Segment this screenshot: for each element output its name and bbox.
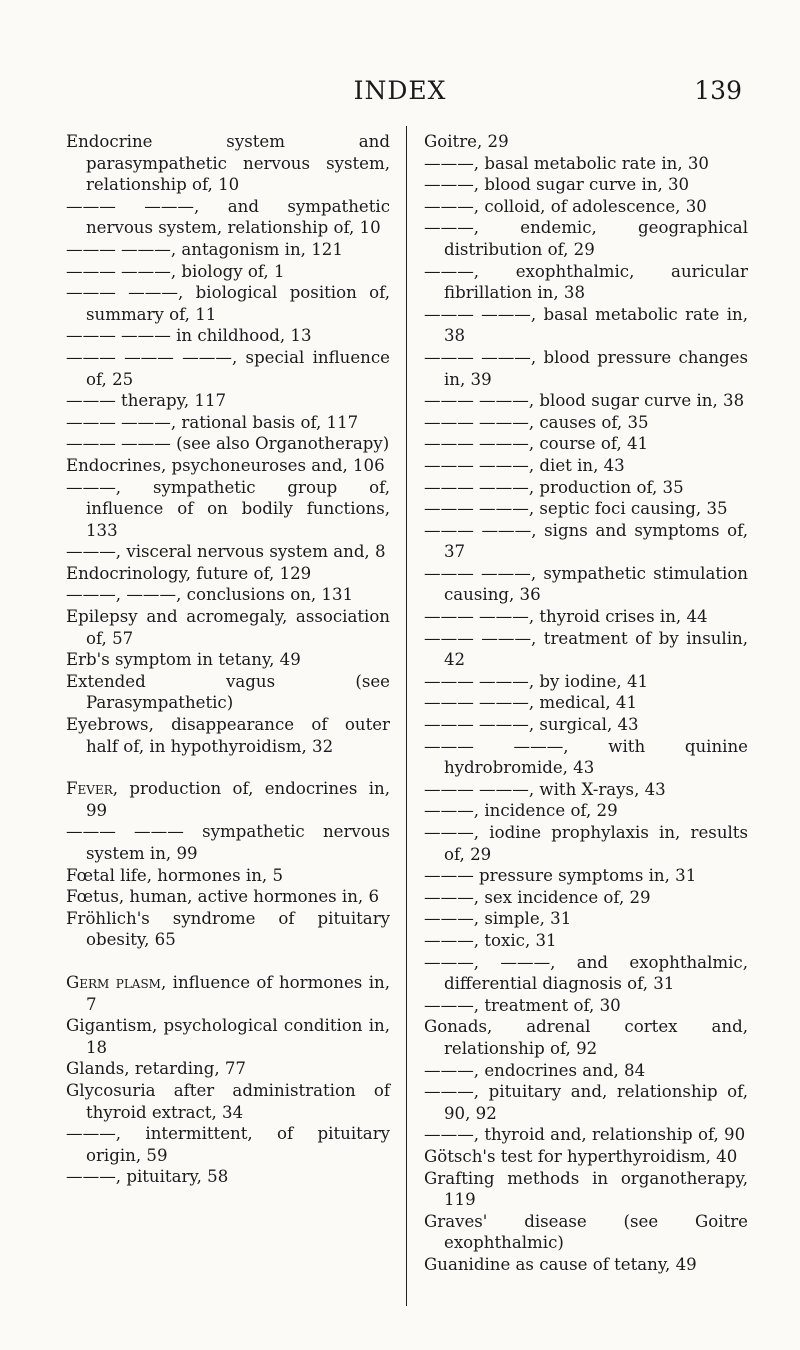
entry-text: Fröhlich's syndrome of pituitary obesity, 65 (66, 908, 390, 950)
index-entry (424, 952, 748, 995)
entry-text: ———, pituitary and, relationship of, 90, 92 (424, 1082, 748, 1123)
entry-text: Gigantism, psychological condition in, 18 (66, 1016, 390, 1057)
index-entry (66, 1123, 390, 1166)
entry-text: ——— ———, diet in, 43 (424, 455, 625, 475)
index-entry (424, 865, 748, 887)
entry-text: ——— ———, thyroid crises in, 44 (424, 607, 708, 627)
entry-text: ——— ———, signs and symptoms of, 37 (424, 520, 748, 562)
index-entry (424, 887, 748, 909)
index-entry (66, 1015, 390, 1058)
entry-text: ———, treatment of, 30 (424, 995, 621, 1015)
index-entry (66, 455, 390, 477)
index-entry (66, 131, 390, 196)
entry-text: ——— ———, septic foci causing, 35 (424, 499, 728, 519)
entry-text: Fœtal life, hormones in, 5 (66, 865, 284, 885)
index-entry (424, 1060, 748, 1082)
entry-text: ——— ———, rational basis of, 117 (66, 412, 359, 432)
entry-text: ——— ——— in childhood, 13 (66, 326, 312, 346)
index-entry (424, 498, 748, 520)
page-header (0, 76, 800, 110)
entry-text: ——— ———, causes of, 35 (424, 412, 649, 432)
entry-text: ———, intermittent, of pituitary origin, 59 (66, 1124, 390, 1165)
entry-text: ———, ———, and exophthalmic, differential diagnosis of, 31 (424, 952, 748, 994)
entry-text: ——— ———, basal metabolic rate in, 38 (424, 304, 748, 346)
entry-text: ——— ——— ———, special influence of, 25 (66, 347, 390, 389)
index-entry (424, 800, 748, 822)
entry-text: ———, blood sugar curve in, 30 (424, 175, 690, 195)
index-column-left (66, 131, 390, 1188)
index-entry (424, 1146, 748, 1168)
entry-text: ———, exophthalmic, auricular fibrillation in, 38 (424, 261, 748, 303)
entry-text: ———, incidence of, 29 (424, 801, 618, 821)
index-entry (66, 972, 390, 1015)
entry-text: Glycosuria after administration of thyroid extract, 34 (66, 1080, 390, 1122)
index-entry (66, 1080, 390, 1123)
index-entry (424, 455, 748, 477)
index-entry (424, 217, 748, 260)
entry-text: ——— ——— sympathetic nervous system in, 99 (66, 822, 390, 863)
entry-text: ——— ———, blood pressure changes in, 39 (424, 347, 748, 389)
entry-text: ——— ———, blood sugar curve in, 38 (424, 391, 745, 411)
index-entry (66, 1166, 390, 1188)
entry-text: ———, thyroid and, relationship of, 90 (424, 1125, 746, 1145)
entry-text: Endocrinology, future of, 129 (66, 563, 312, 583)
index-entry (424, 412, 748, 434)
index-entry (424, 174, 748, 196)
entry-text: Endocrines, psychoneuroses and, 106 (66, 455, 385, 475)
entry-text: ———, sex incidence of, 29 (424, 887, 651, 907)
index-entry (424, 390, 748, 412)
index-entry (424, 671, 748, 693)
index-entry (66, 477, 390, 542)
index-entry (66, 390, 390, 412)
index-entry (424, 131, 748, 153)
entry-text: , influence of hormones in, 7 (86, 972, 390, 1014)
entry-text: ———, colloid, of adolescence, 30 (424, 196, 707, 216)
entry-text: Graves' disease (see Goitre exophthalmic) (424, 1211, 748, 1253)
index-entry (66, 347, 390, 390)
index-entry (66, 821, 390, 864)
entry-text: Glands, retarding, 77 (66, 1059, 246, 1079)
entry-text: ——— ———, biological position of, summary of, 11 (66, 283, 390, 324)
index-entry (424, 261, 748, 304)
entry-text: Eyebrows, disappearance of outer half of, in hypothyroidism, 32 (66, 715, 390, 756)
index-entry (424, 563, 748, 606)
index-entry (66, 865, 390, 887)
entry-text: Guanidine as cause of tetany, 49 (424, 1254, 697, 1274)
index-entry (66, 196, 390, 239)
index-entry (66, 886, 390, 908)
index-entry (424, 433, 748, 455)
index-entry (424, 822, 748, 865)
entry-text: ———, pituitary, 58 (66, 1167, 229, 1187)
index-entry (66, 563, 390, 585)
index-entry (424, 347, 748, 390)
entry-text: ——— ———, biology of, 1 (66, 261, 285, 281)
index-entry (66, 282, 390, 325)
index-entry (424, 779, 748, 801)
index-entry (66, 325, 390, 347)
entry-text: ——— ———, antagonism in, 121 (66, 239, 343, 259)
entry-lead-word: Fever (66, 779, 113, 799)
page-number: 139 (694, 76, 742, 105)
entry-text: ———, iodine prophylaxis in, results of, 29 (424, 823, 748, 864)
index-entry (424, 692, 748, 714)
entry-text: Gonads, adrenal cortex and, relationship of, 92 (424, 1017, 748, 1058)
index-entry (66, 261, 390, 283)
index-entry (66, 239, 390, 261)
index-entry (424, 153, 748, 175)
entry-text: ———, endocrines and, 84 (424, 1060, 646, 1080)
entry-text: ———, simple, 31 (424, 909, 572, 929)
index-entry (66, 671, 390, 714)
entry-text: ——— therapy, 117 (66, 391, 227, 411)
entry-text: ———, sympathetic group of, influence of on bodily functions, 133 (66, 477, 390, 540)
index-entry (424, 628, 748, 671)
entry-text: ——— ———, sympathetic stimulation causing, 36 (424, 563, 748, 605)
entry-text: ——— ———, with X-rays, 43 (424, 779, 666, 799)
index-entry (424, 995, 748, 1017)
entry-text: ——— ———, treatment of by insulin, 42 (424, 628, 748, 670)
index-entry (424, 520, 748, 563)
entry-text: Erb's symptom in tetany, 49 (66, 650, 301, 670)
entry-text: ——— ———, with quinine hydrobromide, 43 (424, 736, 748, 778)
entry-text: Goitre, 29 (424, 132, 509, 151)
entry-text: Endocrine system and parasympathetic nervous system, relationship of, 10 (66, 132, 390, 195)
index-entry (424, 304, 748, 347)
entry-text: ——— ———, course of, 41 (424, 434, 649, 454)
entry-text: Fœtus, human, active hormones in, 6 (66, 887, 380, 907)
entry-text: Götsch's test for hyperthyroidism, 40 (424, 1146, 738, 1166)
entry-text: , production of, endocrines in, 99 (86, 779, 390, 820)
index-entry (424, 477, 748, 499)
index-entry (66, 433, 390, 455)
index-entry (66, 714, 390, 757)
index-entry (424, 736, 748, 779)
index-entry (424, 606, 748, 628)
index-entry (66, 649, 390, 671)
entry-text: Extended vagus (see Parasympathetic) (66, 671, 390, 713)
index-entry (424, 930, 748, 952)
entry-text: ———, endemic, geographical distribution of, 29 (424, 218, 748, 259)
index-entry (66, 606, 390, 649)
entry-text: Grafting methods in organotherapy, 119 (424, 1168, 748, 1210)
entry-text: ———, basal metabolic rate in, 30 (424, 153, 709, 173)
index-column-right (424, 131, 748, 1275)
index-entry (66, 1058, 390, 1080)
entry-text: ——— pressure symptoms in, 31 (424, 866, 697, 886)
index-entry (424, 908, 748, 930)
entry-text: ——— ———, surgical, 43 (424, 715, 639, 735)
column-divider (406, 126, 407, 1306)
entry-lead-word: Germ plasm (66, 972, 161, 992)
entry-text: ———, toxic, 31 (424, 930, 557, 950)
index-entry (66, 584, 390, 606)
entry-text: ———, ———, conclusions on, 131 (66, 585, 354, 605)
index-entry (424, 1254, 748, 1276)
index-entry (424, 1211, 748, 1254)
entry-text: ———, visceral nervous system and, 8 (66, 542, 386, 562)
index-entry (66, 908, 390, 951)
entry-text: ——— ———, medical, 41 (424, 693, 638, 713)
entry-text: ——— ———, production of, 35 (424, 477, 684, 497)
index-entry (424, 1081, 748, 1124)
page-title: INDEX (353, 76, 447, 105)
index-entry (66, 412, 390, 434)
index-entry (424, 196, 748, 218)
index-entry (424, 714, 748, 736)
index-entry (424, 1168, 748, 1211)
entry-text: ——— ———, and sympathetic nervous system, relationship of, 10 (66, 196, 390, 238)
entry-text: ——— ——— (see also Organotherapy) (66, 434, 390, 454)
entry-text: ——— ———, by iodine, 41 (424, 671, 649, 691)
entry-text: Epilepsy and acromegaly, association of, 57 (66, 607, 390, 648)
index-entry (66, 778, 390, 821)
index-entry (424, 1124, 748, 1146)
index-entry (424, 1016, 748, 1059)
index-entry (66, 541, 390, 563)
